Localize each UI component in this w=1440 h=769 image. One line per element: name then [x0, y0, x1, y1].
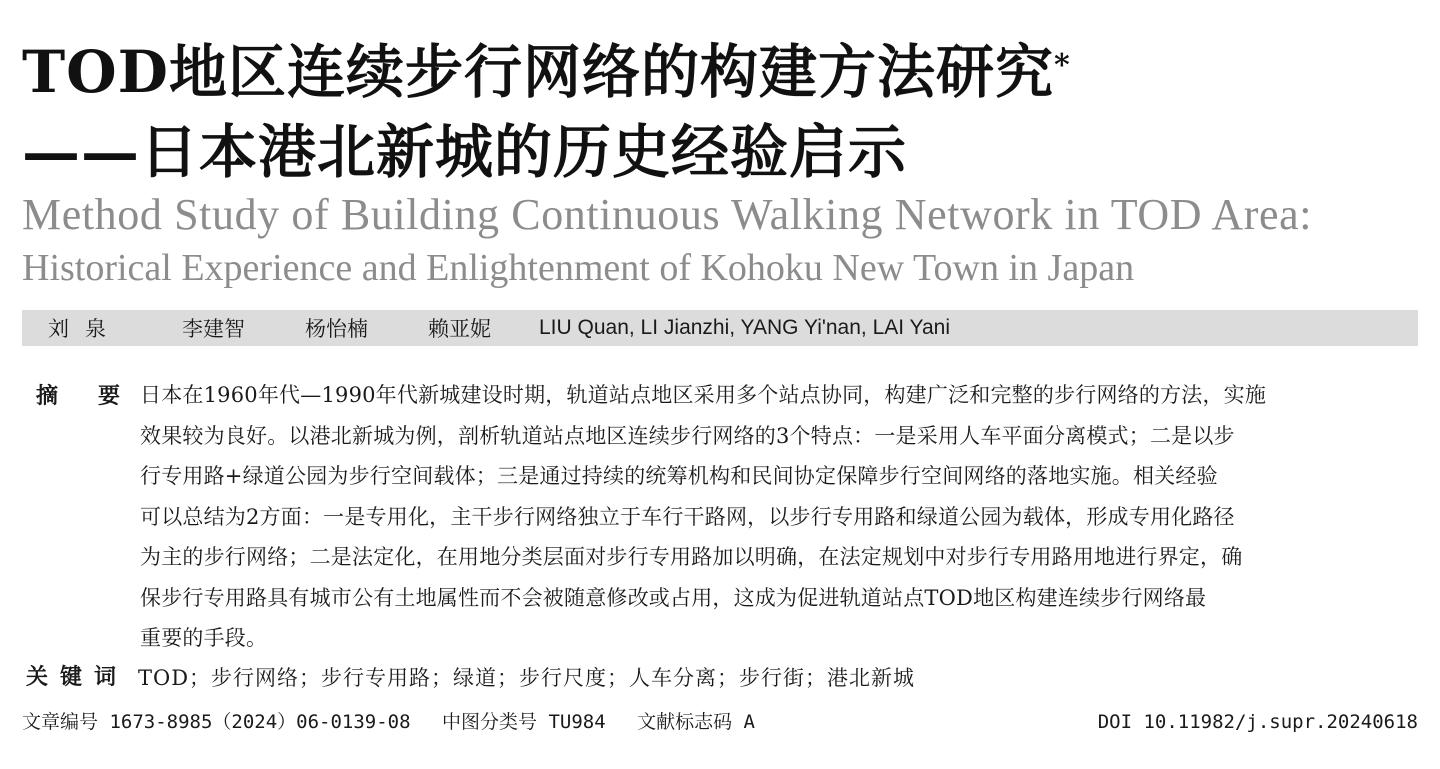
- article-number: 文章编号 1673-8985（2024）06-0139-08: [22, 711, 411, 733]
- abstract-line: 日本在1960年代—1990年代新城建设时期，轨道站点地区采用多个站点协同，构建广泛和完整的步行网络的方法，实施: [140, 383, 1267, 407]
- keywords-section: [22, 658, 1418, 698]
- document-code: 文献标志码 A: [637, 711, 755, 733]
- authors-en: LIU Quan, LI Jianzhi, YANG Yi'nan, LAI Yani: [539, 316, 951, 339]
- author-cn-3: 杨怡楠: [305, 318, 368, 341]
- author-cn-4: 赖亚妮: [428, 318, 491, 341]
- abstract-line: 保步行专用路具有城市公有土地属性而不会被随意修改或占用，这成为促进轨道站点TOD地区构建连续步行网络最: [140, 585, 1207, 610]
- title-footnote-star: *: [1053, 48, 1071, 83]
- author-cn-1: 刘泉: [48, 318, 122, 341]
- doi: DOI 10.11982/j.supr.20240618: [1097, 711, 1418, 733]
- abstract-line: 行专用路+绿道公园为步行空间载体；三是通过持续的统筹机构和民间协定保障步行空间网络的落地实施。相关经验: [140, 464, 1218, 488]
- abstract-line: 重要的手段。: [140, 626, 268, 650]
- abstract-line: 可以总结为2方面：一是专用化，主干步行网络独立于车行干路网，以步行专用路和绿道公园为载体，形成专用化路径: [140, 504, 1235, 529]
- title-en-line2: Historical Experience and Enlightenment of Kohoku New Town in Japan: [22, 247, 1135, 289]
- author-cn-2: 李建智: [182, 318, 245, 341]
- paper-header: [22, 0, 1418, 769]
- title-cn-line1: [22, 40, 1071, 104]
- title-cn-subtitle: ——日本港北新城的历史经验启示: [22, 118, 908, 186]
- abstract-line: 效果较为良好。以港北新城为例，剖析轨道站点地区连续步行网络的3个特点：一是采用人车平面分离模式；二是以步: [140, 423, 1235, 448]
- abstract-label: 摘要: [36, 384, 161, 409]
- title-cn-text: TOD地区连续步行网络的构建方法研究: [22, 38, 1054, 106]
- title-en-line1: Method Study of Building Continuous Walking Network in TOD Area:: [22, 190, 1313, 239]
- abstract-body: [140, 375, 1418, 659]
- keywords-label: 关键词: [26, 665, 129, 690]
- author-bar: [22, 310, 1418, 346]
- clc-number: 中图分类号 TU984: [442, 711, 606, 733]
- article-meta: [22, 706, 1418, 738]
- article-meta-left: [22, 706, 775, 738]
- abstract-line: 为主的步行网络；二是法定化，在用地分类层面对步行专用路加以明确，在法定规划中对步行专用路用地进行界定，确: [140, 545, 1243, 569]
- keywords-text: TOD；步行网络；步行专用路；绿道；步行尺度；人车分离；步行街；港北新城: [138, 666, 916, 690]
